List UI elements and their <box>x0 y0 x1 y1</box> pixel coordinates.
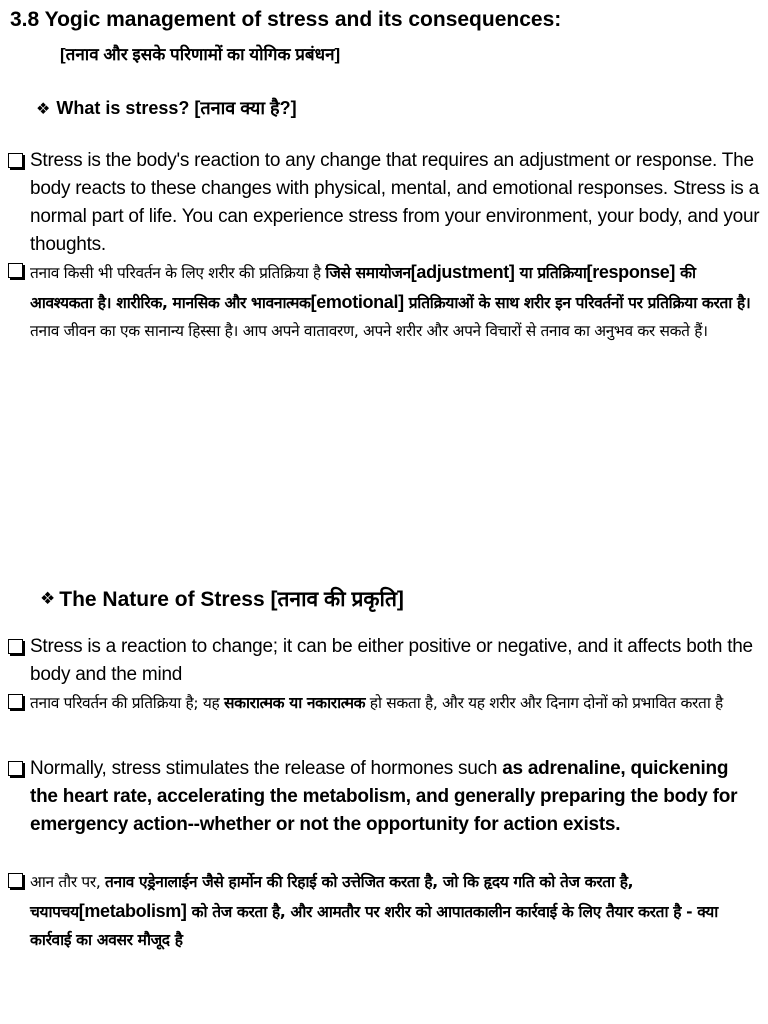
four-diamond-bullet-icon: ❖ <box>40 589 56 609</box>
checkbox-bullet-icon <box>8 694 23 709</box>
paragraph-stress-definition-hi <box>8 258 760 346</box>
paragraph-text: तनाव परिवर्तन की प्रतिक्रिया है; यह सकारात्मक या नकारात्मक हो सकता है, और यह शरीर और दिनाग दोनों को प्रभावित करता है <box>30 694 723 712</box>
paragraph-text: तनाव किसी भी परिवर्तन के लिए शरीर की प्रतिक्रिया है जिसे समायोजन[adjustment] या प्रतिक्रिया[response] की आवश्यकता है। शारीरिक, मानसिक और भावनात्मक[emotional] प्रतिक्रियाओं के साथ शरीर इन परिवर्तनों पर प्रतिक्रिया करता है। तनाव जीवन का एक सानान्य हिस्सा है। आप अपने वातावरण, अपने शरीर और अपने विचारों से तनाव का अनुभव कर सकते हैं। <box>30 262 751 340</box>
heading-what-is-stress <box>36 96 297 120</box>
paragraph-text: Stress is a reaction to change; it can be either positive or negative, and it affects both the body and the mind <box>30 636 753 685</box>
checkbox-bullet-icon <box>8 873 23 888</box>
four-diamond-bullet-icon: ❖ <box>36 98 51 118</box>
checkbox-bullet-icon <box>8 639 23 654</box>
section-subtitle-hindi: [तनाव और इसके परिणामों का योगिक प्रबंधन] <box>60 45 341 64</box>
checkbox-bullet-icon <box>8 761 23 776</box>
heading-nature-of-stress <box>40 585 404 613</box>
section-title: 3.8 Yogic management of stress and its consequences: <box>10 8 562 31</box>
paragraph-hormones-hi <box>8 868 760 955</box>
paragraph-text: Normally, stress stimulates the release of hormones such as adrenaline, quickening the heart rate, accelerating the metabolism, and generally preparing the body for emergency action--whether or not the opportunity for action exists. <box>30 758 738 835</box>
paragraph-nature-hi <box>8 689 760 718</box>
paragraph-hormones-en <box>8 755 760 839</box>
paragraph-nature-en <box>8 633 760 689</box>
paragraph-text: आन तौर पर, तनाव एड्रेनालाईन जैसे हार्मोन की रिहाई को उत्तेजित करता है, जो कि हृदय गति को तेज करता है, चयापचय[metabolism] को तेज करता है, और आमतौर पर शरीर को आपातकालीन कार्रवाई के लिए तैयार करता है - क्या कार्रवाई का अवसर मौजूद है <box>30 873 718 949</box>
paragraph-stress-definition-en <box>8 147 760 259</box>
checkbox-bullet-icon <box>8 153 23 168</box>
checkbox-bullet-icon <box>8 263 23 278</box>
paragraph-text: Stress is the body's reaction to any change that requires an adjustment or response. The body reacts to these changes with physical, mental, and emotional responses. Stress is a normal part of life. You can experience stress from your environment, your body, and your thoughts. <box>30 150 760 255</box>
heading-what-is-stress-text: What is stress? [तनाव क्या है?] <box>56 98 297 118</box>
heading-nature-of-stress-text: The Nature of Stress [तनाव की प्रकृति] <box>59 588 404 611</box>
